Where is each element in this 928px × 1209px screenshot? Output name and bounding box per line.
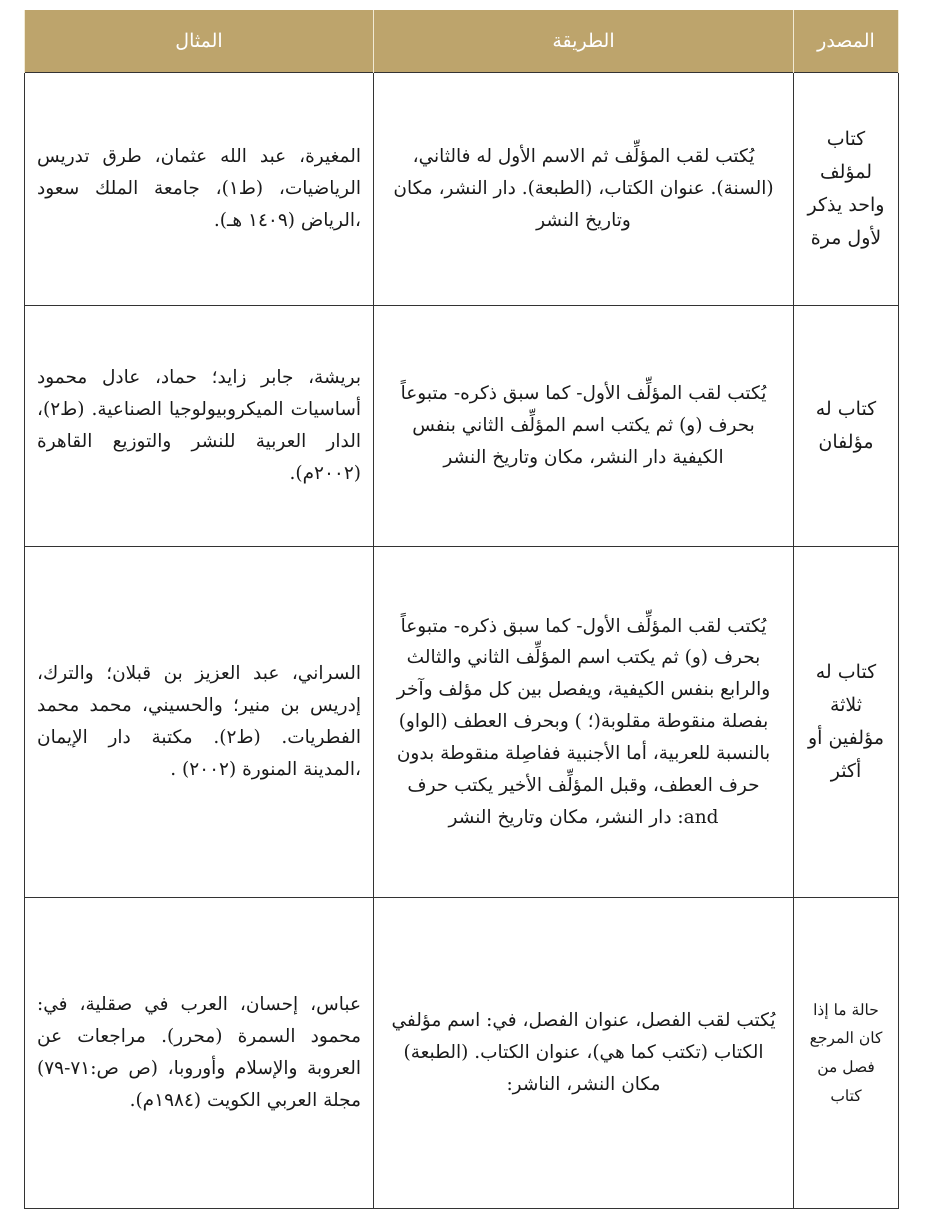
source-cell: كتاب له ثلاثة مؤلفين أو أكثر: [794, 547, 899, 898]
reference-table-container: [24, 10, 898, 1209]
example-cell: السراني، عبد العزيز بن قبلان؛ والترك، إدريس بن منير؛ والحسيني، محمد محمد الفطريات. (ط٢). مكتبة دار الإيمان ،المدينة المنورة (٢٠٠٢) .: [25, 547, 374, 898]
method-cell: يُكتب لقب المؤلِّف الأول- كما سبق ذكره- متبوعاً بحرف (و) ثم يكتب اسم المؤلِّف الثاني بنفس الكيفية دار النشر، مكان وتاريخ النشر: [374, 306, 794, 547]
table-row: [25, 73, 899, 306]
source-cell: كتاب له مؤلفان: [794, 306, 899, 547]
table-row: [25, 306, 899, 547]
example-cell: المغيرة، عبد الله عثمان، طرق تدريس الرياضيات، (ط١)، جامعة الملك سعود ،الرياض (١٤٠٩ هـ).: [25, 73, 374, 306]
citation-methods-table: [24, 10, 899, 1209]
table-header-row: [25, 10, 899, 73]
header-method: الطريقة: [374, 10, 794, 73]
method-cell: يُكتب لقب المؤلِّف ثم الاسم الأول له فالثاني، (السنة). عنوان الكتاب، (الطبعة). دار النشر، مكان وتاريخ النشر: [374, 73, 794, 306]
example-cell: عباس، إحسان، العرب في صقلية، في: محمود السمرة (محرر). مراجعات عن العروبة والإسلام وأوروبا، (ص ص:٧١-٧٩) مجلة العربي الكويت (١٩٨٤م).: [25, 898, 374, 1209]
source-cell: حالة ما إذا كان المرجع فصل من كتاب: [794, 898, 899, 1209]
table-row: [25, 547, 899, 898]
header-example: المثال: [25, 10, 374, 73]
header-source: المصدر: [794, 10, 899, 73]
table-row: [25, 898, 899, 1209]
example-cell: بريشة، جابر زايد؛ حماد، عادل محمود أساسيات الميكروبيولوجيا الصناعية. (ط٢)، الدار العربية للنشر والتوزيع القاهرة (٢٠٠٢م).: [25, 306, 374, 547]
method-cell: يُكتب لقب المؤلِّف الأول- كما سبق ذكره- متبوعاً بحرف (و) ثم يكتب اسم المؤلِّف الثاني والثالث والرابع بنفس الكيفية، ويفصل بين كل مؤلف وآخر بفصلة منقوطة مقلوبة(؛ ) وبحرف العطف (الواو) بالنسبة للعربية، أما الأجنبية ففاصِلة منقوطة بدون حرف العطف، وقبل المؤلِّف الأخير يكتب حرف and: دار النشر، مكان وتاريخ النشر: [374, 547, 794, 898]
method-cell: يُكتب لقب الفصل، عنوان الفصل، في: اسم مؤلفي الكتاب (تكتب كما هي)، عنوان الكتاب. (الطبعة) مكان النشر، الناشر:: [374, 898, 794, 1209]
source-cell: كتاب لمؤلف واحد يذكر لأول مرة: [794, 73, 899, 306]
